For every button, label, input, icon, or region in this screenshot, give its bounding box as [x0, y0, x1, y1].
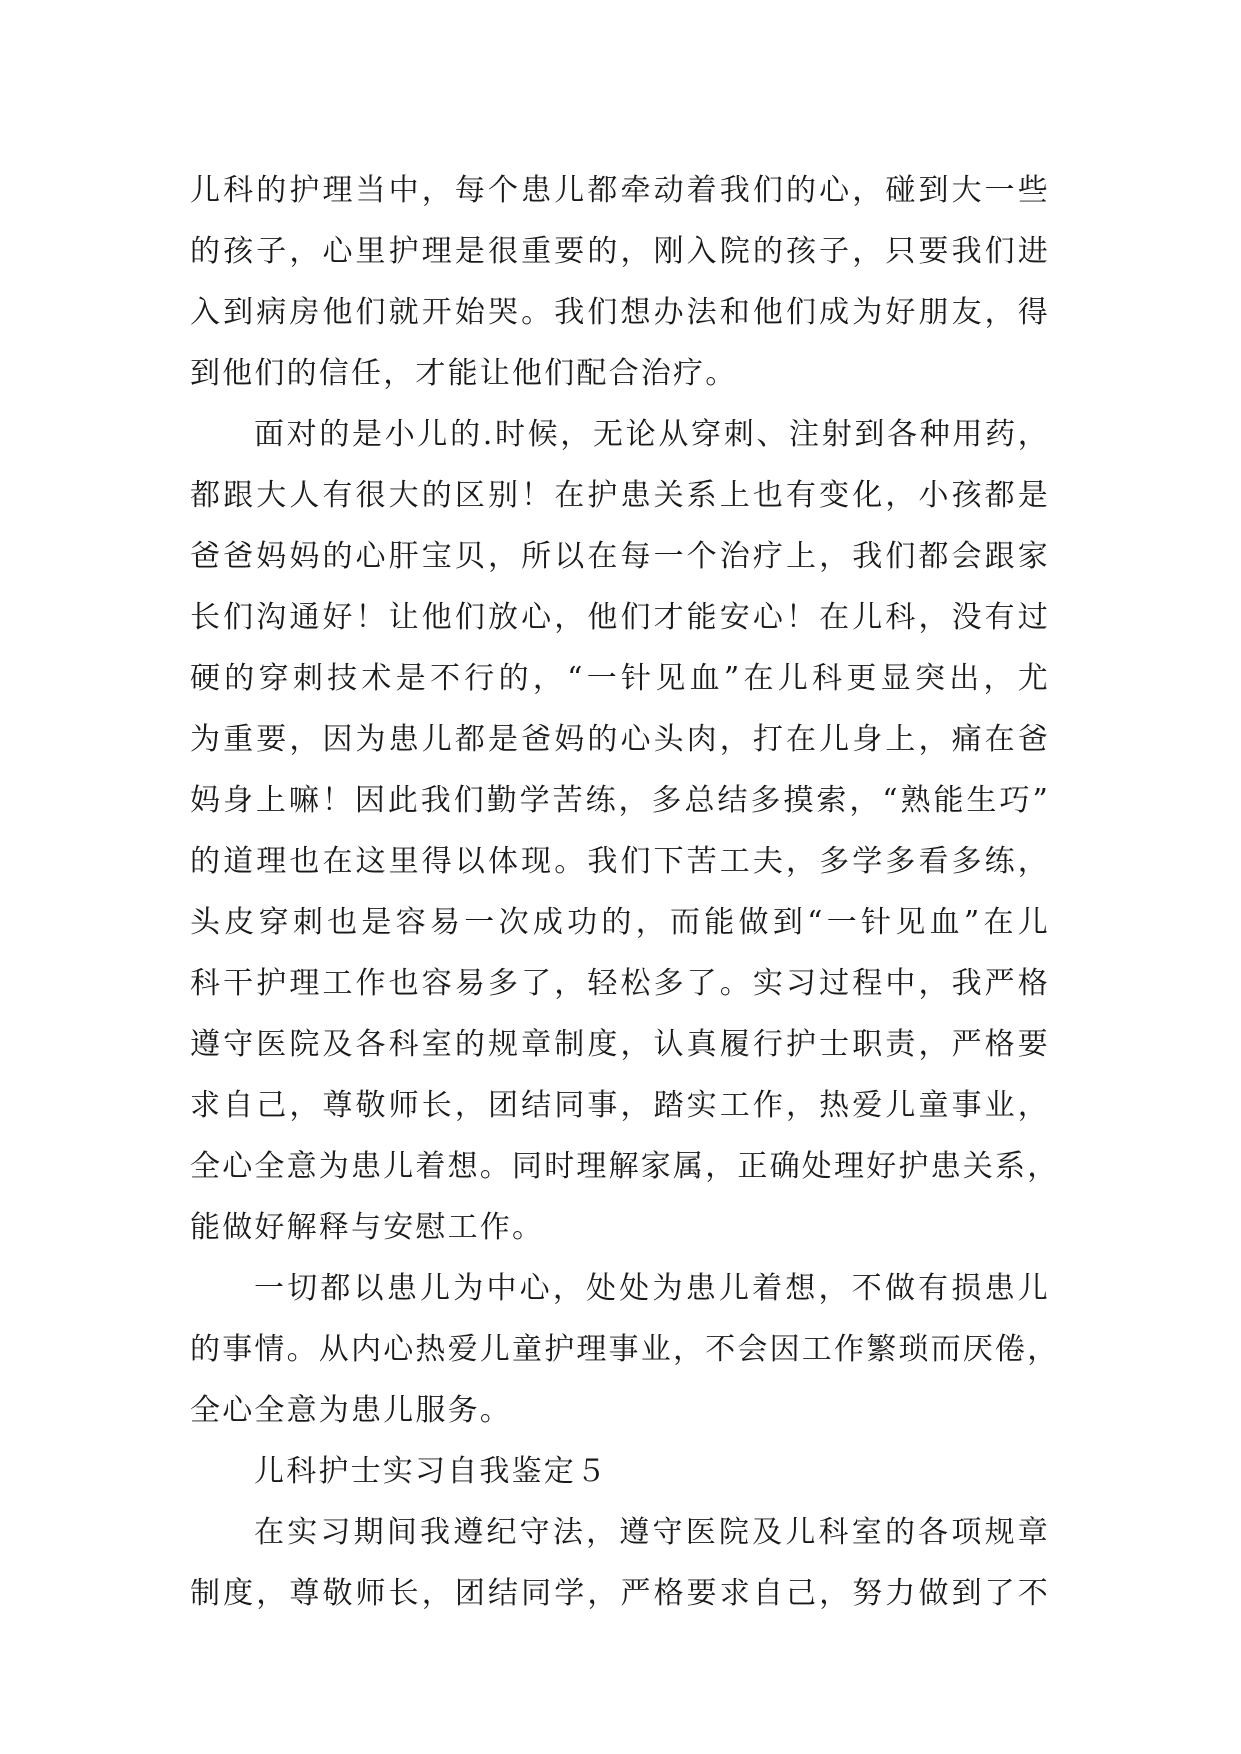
text-line: 到他们的信任，才能让他们配合治疗。	[190, 356, 738, 391]
text-line: 的道理也在这里得以体现。我们下苦工夫，多学多看多练，	[190, 844, 1050, 879]
text-line: 全心全意为患儿着想。同时理解家属，正确处理好护患关系，	[190, 1149, 1060, 1184]
text-line: 爸爸妈妈的心肝宝贝，所以在每一个治疗上，我们都会跟家	[190, 539, 1050, 574]
text-line: 妈身上嘛！因此我们勤学苦练，多总结多摸索，“熟能生巧”	[190, 783, 1050, 818]
text-line: 都跟大人有很大的区别！在护患关系上也有变化，小孩都是	[190, 478, 1050, 513]
text-line: 制度，尊敬师长，团结同学，严格要求自己，努力做到了不	[190, 1576, 1050, 1611]
text-line: 在实习期间我遵纪守法，遵守医院及儿科室的各项规章	[254, 1515, 1050, 1550]
paragraph-2	[190, 404, 1060, 1258]
text-line: 一切都以患儿为中心，处处为患儿着想，不做有损患儿	[254, 1271, 1050, 1306]
paragraph-1	[190, 160, 1050, 404]
heading-line: 儿科护士实习自我鉴定５	[254, 1454, 609, 1489]
paragraph-4	[190, 1502, 1050, 1624]
text-line: 头皮穿刺也是容易一次成功的，而能做到“一针见血”在儿	[190, 905, 1050, 940]
text-line: 面对的是小儿的.时候，无论从穿刺、注射到各种用药，	[254, 417, 1050, 452]
text-line: 的事情。从内心热爱儿童护理事业，不会因工作繁琐而厌倦，	[190, 1332, 1060, 1367]
text-line: 求自己，尊敬师长，团结同事，踏实工作，热爱儿童事业，	[190, 1088, 1050, 1123]
text-line: 入到病房他们就开始哭。我们想办法和他们成为好朋友，得	[190, 295, 1050, 330]
text-line: 长们沟通好！让他们放心，他们才能安心！在儿科，没有过	[190, 600, 1050, 635]
section-heading	[190, 1441, 1050, 1502]
document-body	[190, 160, 1060, 1624]
text-line: 全心全意为患儿服务。	[190, 1393, 512, 1428]
text-line: 遵守医院及各科室的规章制度，认真履行护士职责，严格要	[190, 1027, 1050, 1062]
text-line: 为重要，因为患儿都是爸妈的心头肉，打在儿身上，痛在爸	[190, 722, 1050, 757]
paragraph-3	[190, 1258, 1060, 1441]
text-line: 硬的穿刺技术是不行的，“一针见血”在儿科更显突出，尤	[190, 661, 1050, 696]
text-line: 科干护理工作也容易多了，轻松多了。实习过程中，我严格	[190, 966, 1050, 1001]
text-line: 儿科的护理当中，每个患儿都牵动着我们的心，碰到大一些	[190, 173, 1050, 208]
text-line: 的孩子，心里护理是很重要的，刚入院的孩子，只要我们进	[190, 234, 1050, 269]
text-line: 能做好解释与安慰工作。	[190, 1210, 545, 1245]
